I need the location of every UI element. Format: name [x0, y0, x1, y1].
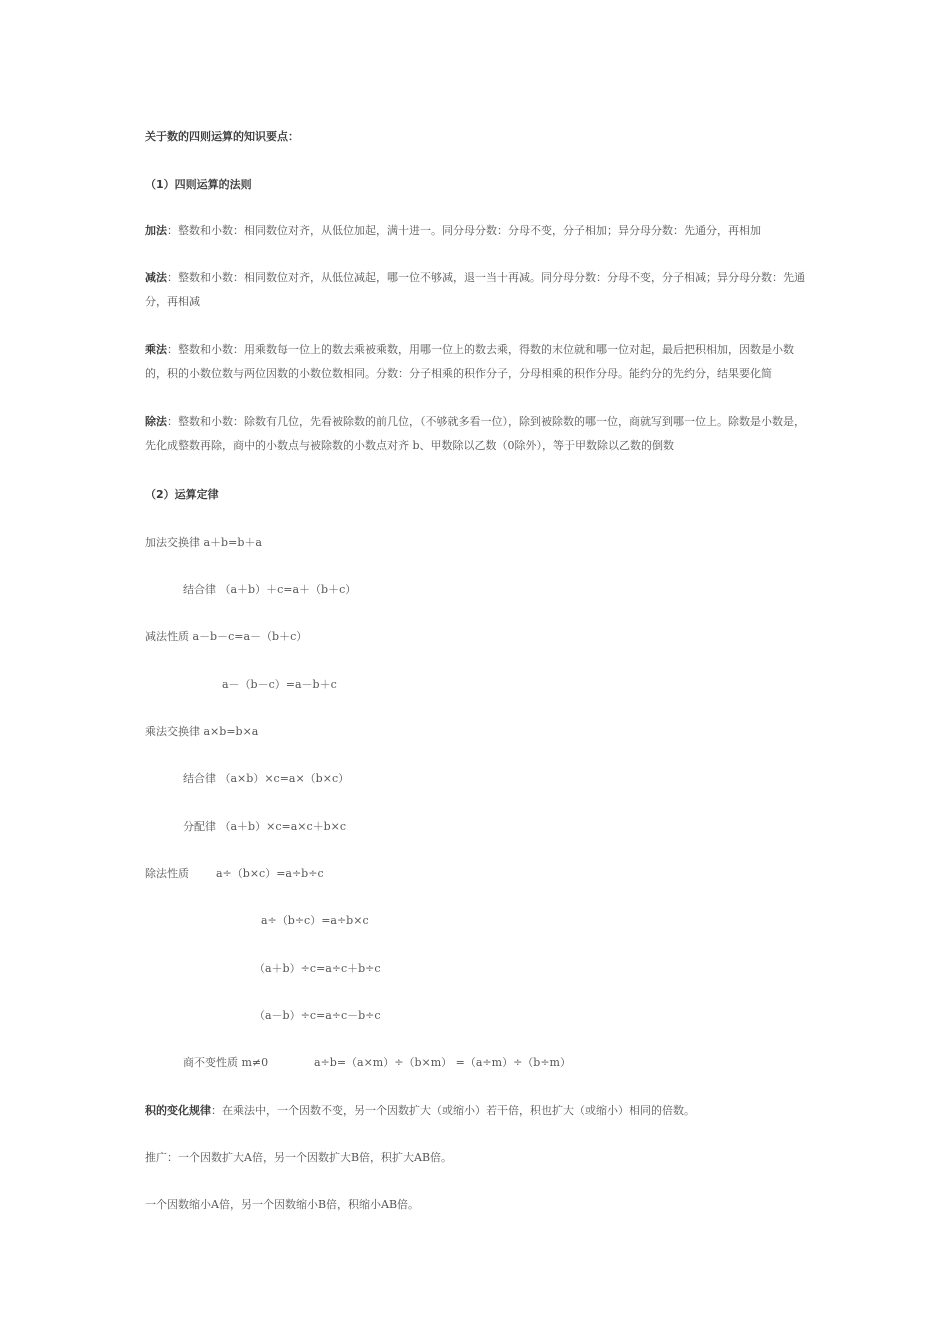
division-label: 除法	[145, 415, 167, 428]
multiplication-text: ：整数和小数：用乘数每一位上的数去乘被乘数，用哪一位上的数去乘，得数的末位就和哪一位对起，最后把积相加，因数是小数的，积的小数位数与两位因数的小数位数相同。分数：分子相乘的积作分子，分母相乘的积作分母。能约分的先约分，结果要化简	[145, 343, 794, 380]
law-line: 减法性质 a－b－c=a－（b＋c）	[145, 630, 308, 643]
law-line: 除法性质	[145, 867, 189, 880]
extension-line: 一个因数缩小A倍，另一个因数缩小B倍，积缩小AB倍。	[145, 1198, 420, 1211]
law-line: a－（b－c）=a－b＋c	[222, 678, 337, 691]
extension-line: 推广：一个因数扩大A倍，另一个因数扩大B倍，积扩大AB倍。	[145, 1151, 453, 1164]
law-line: （a－b）÷c=a÷c－b÷c	[254, 1009, 381, 1022]
law-line: 结合律 （a×b）×c=a×（b×c）	[183, 772, 350, 785]
subtraction-text: ：整数和小数：相同数位对齐，从低位减起，哪一位不够减，退一当十再减。同分母分数：分母不变，分子相减；异分母分数：先通分，再相减	[145, 271, 805, 308]
law-line: a÷（b÷c）=a÷b×c	[261, 914, 369, 927]
paragraph-division	[145, 410, 810, 458]
addition-label: 加法	[145, 224, 167, 237]
section-heading-laws: （2）运算定律	[145, 488, 219, 501]
law-line: （a＋b）÷c=a÷c＋b÷c	[254, 962, 381, 975]
paragraph-addition	[145, 219, 810, 243]
document-title: 关于数的四则运算的知识要点：	[145, 130, 299, 143]
law-line: 分配律 （a＋b）×c=a×c＋b×c	[183, 820, 347, 833]
division-text: ：整数和小数：除数有几位，先看被除数的前几位，（不够就多看一位），除到被除数的哪一位，商就写到哪一位上。除数是小数是，先化成整数再除，商中的小数点与被除数的小数点对齐 b、甲数除以乙数（0除外），等于甲数除以乙数的倒数	[145, 415, 805, 452]
law-line: 乘法交换律 a×b=b×a	[145, 725, 259, 738]
addition-text: ：整数和小数：相同数位对齐，从低位加起，满十进一。同分母分数：分母不变，分子相加；异分母分数：先通分，再相加	[167, 224, 761, 237]
law-line: 结合律 （a＋b）＋c=a＋（b＋c）	[183, 583, 357, 596]
law-line: 商不变性质 m≠0	[183, 1056, 269, 1069]
subtraction-label: 减法	[145, 271, 167, 284]
paragraph-subtraction	[145, 266, 810, 314]
law-line: a÷b=（a×m）÷（b×m） =（a÷m）÷（b÷m）	[314, 1056, 571, 1069]
law-line: 加法交换律 a＋b=b＋a	[145, 536, 262, 549]
section-heading-rules: （1）四则运算的法则	[145, 178, 252, 191]
law-line: a÷（b×c）=a÷b÷c	[216, 867, 324, 880]
multiplication-label: 乘法	[145, 343, 167, 356]
paragraph-multiplication	[145, 338, 810, 386]
product-rule-label: 积的变化规律	[145, 1104, 211, 1117]
paragraph-product-rule	[145, 1104, 695, 1117]
product-rule-text: ：在乘法中，一个因数不变，另一个因数扩大（或缩小）若干倍，积也扩大（或缩小）相同的倍数。	[211, 1104, 695, 1117]
